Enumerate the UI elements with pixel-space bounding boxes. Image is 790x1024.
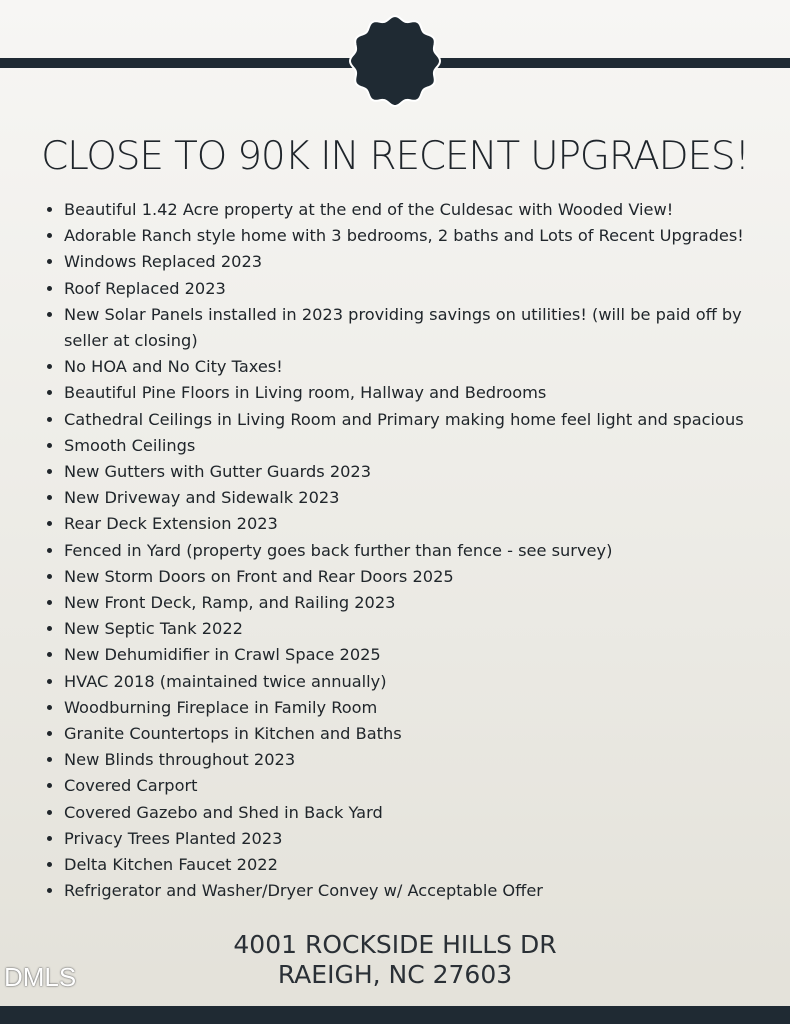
feature-item: • New Septic Tank 2022 (64, 616, 776, 642)
feature-item: • New Driveway and Sidewalk 2023 (64, 485, 776, 511)
feature-item: • Fenced in Yard (property goes back further than fence - see survey) (64, 538, 776, 564)
scalloped-badge (348, 14, 442, 108)
feature-item: • New Storm Doors on Front and Rear Doors 2025 (64, 564, 776, 590)
feature-item: • Covered Gazebo and Shed in Back Yard (64, 800, 776, 826)
feature-item: • New Solar Panels installed in 2023 providing savings on utilities! (will be paid off by seller at closing) (64, 302, 776, 354)
mls-watermark: DMLS (4, 962, 77, 992)
feature-item: • Beautiful 1.42 Acre property at the end of the Culdesac with Wooded View! (64, 197, 776, 223)
feature-item: • New Blinds throughout 2023 (64, 747, 776, 773)
feature-item: • Cathedral Ceilings in Living Room and Primary making home feel light and spacious (64, 407, 776, 433)
feature-item: • New Dehumidifier in Crawl Space 2025 (64, 642, 776, 668)
feature-item: • Refrigerator and Washer/Dryer Convey w/ Acceptable Offer (64, 878, 776, 904)
property-address (0, 930, 790, 990)
page-title: CLOSE TO 90K IN RECENT UPGRADES! (41, 134, 749, 179)
feature-item: • Delta Kitchen Faucet 2022 (64, 852, 776, 878)
address-city: RAEIGH, NC 27603 (277, 960, 513, 989)
feature-item: • Roof Replaced 2023 (64, 276, 776, 302)
address-street: 4001 ROCKSIDE HILLS DR (233, 930, 557, 959)
feature-item: • Beautiful Pine Floors in Living room, Hallway and Bedrooms (64, 380, 776, 406)
feature-item: • Rear Deck Extension 2023 (64, 511, 776, 537)
feature-item: • HVAC 2018 (maintained twice annually) (64, 669, 776, 695)
feature-item: • No HOA and No City Taxes! (64, 354, 776, 380)
feature-item: • Covered Carport (64, 773, 776, 799)
feature-item: • Smooth Ceilings (64, 433, 776, 459)
feature-item: • Privacy Trees Planted 2023 (64, 826, 776, 852)
feature-item: • Adorable Ranch style home with 3 bedrooms, 2 baths and Lots of Recent Upgrades! (64, 223, 776, 249)
feature-item: • Granite Countertops in Kitchen and Baths (64, 721, 776, 747)
bottom-decorative-bar (0, 1006, 790, 1024)
feature-item: • Windows Replaced 2023 (64, 249, 776, 275)
features-list (40, 197, 776, 904)
feature-item: • New Front Deck, Ramp, and Railing 2023 (64, 590, 776, 616)
feature-item: • New Gutters with Gutter Guards 2023 (64, 459, 776, 485)
feature-item: • Woodburning Fireplace in Family Room (64, 695, 776, 721)
